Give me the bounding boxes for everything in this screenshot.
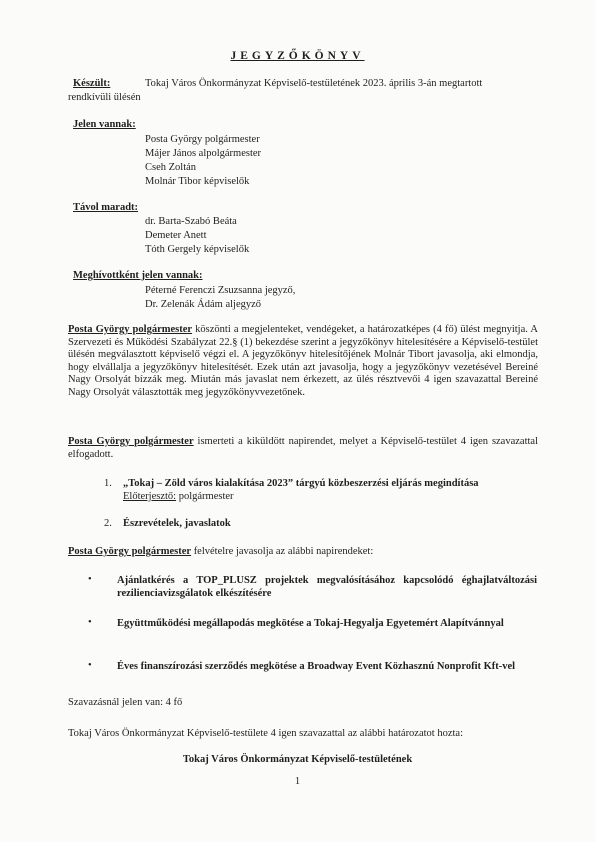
document-title: JEGYZŐKÖNYV [230, 50, 365, 62]
speaker-name: Posta György polgármester [68, 436, 194, 447]
paragraph-text: ismerteti a kiküldött napirendet, melyet a Képviselő-testület 4 igen szavazattal elfogadott. [68, 436, 538, 460]
presenter-value: polgármester [176, 491, 234, 502]
speaker-name: Posta György polgármester [68, 546, 192, 557]
tavol-label: Távol maradt: [73, 202, 139, 213]
vote-result: Tokaj Város Önkormányzat Képviselő-testülete 4 igen szavazattal az alábbi határozatot hozta: [68, 728, 463, 739]
agenda-number: 1. [104, 478, 112, 489]
keszult-label: Készült: [73, 78, 111, 89]
jelen-item: Cseh Zoltán [145, 162, 197, 173]
bullet-item: Együttműködési megállapodás megkötése a Tokaj-Hegyalja Egyetemért Alapítvánnyal [117, 618, 504, 629]
jelen-item: Molnár Tibor képviselők [145, 176, 250, 187]
bullet-icon: • [88, 574, 92, 585]
tavol-item: Tóth Gergely képviselők [145, 244, 250, 255]
jelen-label: Jelen vannak: [73, 119, 136, 130]
meghiv-item: Péterné Ferenczi Zsuzsanna jegyző, [145, 285, 296, 296]
paragraph-text: felvételre javasolja az alábbi napirendeket: [191, 546, 374, 557]
tavol-item: dr. Barta-Szabó Beáta [145, 216, 237, 227]
paragraph-agenda-intro [68, 436, 538, 461]
bullet-item: Éves finanszírozási szerződés megkötése a Broadway Event Közhasznú Nonprofit Kft-vel [117, 661, 516, 672]
speaker-name: Posta György polgármester [68, 324, 193, 335]
resolution-heading: Tokaj Város Önkormányzat Képviselő-testületének [182, 754, 413, 765]
page-number: 1 [294, 776, 301, 787]
meghiv-label: Meghívottként jelen vannak: [73, 270, 203, 281]
paragraph-new-agenda [68, 546, 538, 559]
tavol-item: Demeter Anett [145, 230, 207, 241]
keszult-line-2: rendkívüli ülésén [68, 92, 141, 103]
bullet-icon: • [88, 660, 92, 671]
keszult-line-1: Tokaj Város Önkormányzat Képviselő-testületének 2023. április 3-án megtartott [145, 78, 483, 89]
bullet-icon: • [88, 617, 92, 628]
vote-present: Szavazásnál jelen van: 4 fő [68, 697, 183, 708]
meghiv-item: Dr. Zelenák Ádám aljegyző [145, 299, 262, 310]
presenter-label: Előterjesztő: [123, 491, 177, 502]
agenda-item-2: Észrevételek, javaslatok [123, 518, 231, 529]
agenda-item-1: „Tokaj – Zöld város kialakítása 2023” tárgyú közbeszerzési eljárás megindítása [123, 478, 479, 489]
jelen-item: Posta György polgármester [145, 134, 260, 145]
agenda-number: 2. [104, 518, 112, 529]
agenda-presenter [123, 491, 234, 502]
bullet-item: Ajánlatkérés a TOP_PLUSZ projektek megvalósításához kapcsolódó éghajlatváltozási rezilienciavizsgálatok elkészítésére [117, 575, 537, 599]
jelen-item: Májer János alpolgármester [145, 148, 262, 159]
paragraph-opening [68, 324, 538, 400]
paragraph-text: köszönti a megjelenteket, vendégeket, a határozatképes (4 fő) ülést megnyitja. A Szervezeti és Működési Szabályzat 22.§ (1) bekezdése szerint a jegyzőkönyv hitelesítésére a Képviselő-testület ülésén megválasztott képviselő végzi el. A jegyzőkönyv hitelesítőjének Molnár Tibort javasolja, aki elmondja, hogy elvállalja a jegyzőkönyv hitelesítését. Ezek után azt javasolja, hogy a jegyzőkönyv vezetésével Bereiné Nagy Orsolyát bízzák meg. Miután más javaslat nem érkezett, az ülés résztvevői 4 igen szavazattal Bereiné Nagy Orsolyát választották meg jegyzőkönyvvezetőnek. [68, 324, 538, 398]
